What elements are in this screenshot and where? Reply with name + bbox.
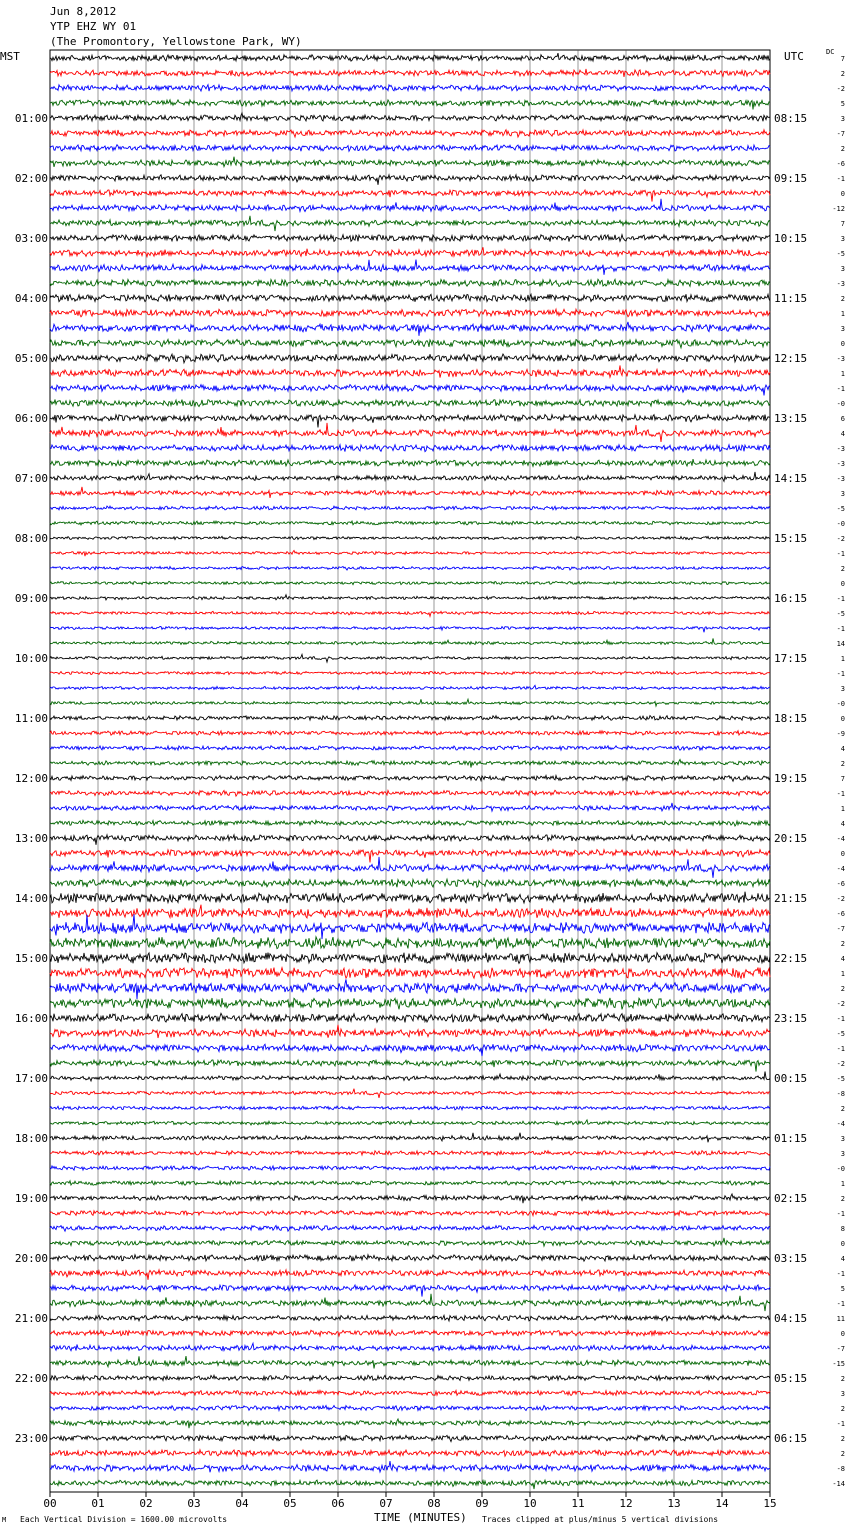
- seismic-trace: [50, 699, 770, 706]
- dc-offset-value: 2: [840, 1435, 845, 1443]
- dc-offset-value: -7: [836, 130, 845, 138]
- dc-offset-value: -7: [836, 1345, 845, 1353]
- dc-offset-value: -14: [832, 1480, 845, 1488]
- seismic-trace: [50, 1375, 770, 1380]
- x-tick-label: 08: [427, 1497, 441, 1510]
- x-tick-label: 15: [763, 1497, 777, 1510]
- left-hour-label: 01:00: [14, 112, 48, 125]
- dc-offset-value: -2: [836, 535, 845, 543]
- dc-offset-value: 2: [840, 295, 845, 303]
- seismic-trace: [50, 145, 770, 152]
- dc-offset-value: -1: [836, 1015, 845, 1023]
- right-hour-label: 06:15: [774, 1432, 808, 1445]
- dc-offset-value: -5: [836, 610, 845, 618]
- x-tick-label: 11: [571, 1497, 585, 1510]
- right-hour-label: 23:15: [774, 1012, 808, 1025]
- dc-offset-value: 2: [840, 565, 845, 573]
- seismic-trace: [50, 279, 770, 286]
- seismic-trace: [50, 1166, 770, 1170]
- seismic-trace: [50, 611, 770, 616]
- seismic-trace: [50, 1270, 770, 1280]
- seismic-trace: [50, 1072, 770, 1082]
- seismic-trace: [50, 685, 770, 689]
- dc-offset-value: -12: [832, 205, 845, 213]
- seismic-trace: [50, 294, 770, 302]
- left-hour-label: 06:00: [14, 412, 48, 425]
- dc-offset-value: 2: [840, 1195, 845, 1203]
- x-axis-title: TIME (MINUTES): [374, 1511, 467, 1524]
- left-hour-label: 03:00: [14, 232, 48, 245]
- seismic-trace: [50, 953, 770, 964]
- seismic-trace: [50, 365, 770, 377]
- left-hour-label: 19:00: [14, 1192, 48, 1205]
- station-location: (The Promontory, Yellowstone Park, WY): [50, 35, 302, 48]
- dc-offset-value: -1: [836, 385, 845, 393]
- dc-offset-value: 1: [840, 310, 845, 318]
- seismic-trace: [50, 1225, 770, 1231]
- seismic-trace: [50, 1151, 770, 1156]
- left-hour-label: 12:00: [14, 772, 48, 785]
- dc-offset-value: 1: [840, 970, 845, 978]
- seismic-trace: [50, 487, 770, 498]
- dc-offset-value: -1: [836, 595, 845, 603]
- record-date: Jun 8,2012: [50, 5, 117, 18]
- dc-offset-value: 4: [840, 430, 845, 438]
- right-hour-label: 21:15: [774, 892, 808, 905]
- dc-offset-value: 2: [840, 940, 845, 948]
- seismic-trace: [50, 968, 770, 979]
- right-hour-label: 01:15: [774, 1132, 808, 1145]
- dc-offset-value: -2: [836, 1000, 845, 1008]
- seismic-trace: [50, 423, 770, 442]
- seismic-trace: [50, 746, 770, 750]
- seismic-trace: [50, 998, 770, 1010]
- x-tick-label: 09: [475, 1497, 489, 1510]
- left-hour-label: 23:00: [14, 1432, 48, 1445]
- dc-offset-value: 7: [840, 55, 845, 63]
- dc-offset-value: 11: [836, 1315, 845, 1323]
- dc-offset-value: 2: [840, 1405, 845, 1413]
- left-hour-label: 02:00: [14, 172, 48, 185]
- seismic-trace: [50, 1044, 770, 1056]
- seismic-trace: [50, 914, 770, 939]
- dc-offset-value: -1: [836, 1210, 845, 1218]
- seismic-trace: [50, 1238, 770, 1246]
- seismic-trace: [50, 760, 770, 768]
- seismic-trace: [50, 415, 770, 428]
- dc-offset-value: -1: [836, 1300, 845, 1308]
- seismic-trace: [50, 1406, 770, 1411]
- right-hour-label: 11:15: [774, 292, 808, 305]
- vertical-scale-note: Each Vertical Division = 1600.00 microvolts: [20, 1515, 228, 1524]
- dc-offset-value: 3: [840, 1135, 845, 1143]
- right-hour-label: 18:15: [774, 712, 808, 725]
- clip-note: Traces clipped at plus/minus 5 vertical divisions: [482, 1515, 719, 1524]
- left-hour-label: 18:00: [14, 1132, 48, 1145]
- dc-offset-value: -5: [836, 505, 845, 513]
- dc-offset-value: -6: [836, 160, 845, 168]
- seismic-trace: [50, 1419, 770, 1428]
- seismic-trace: [50, 731, 770, 735]
- seismic-trace: [50, 790, 770, 796]
- dc-offset-value: 3: [840, 1150, 845, 1158]
- left-hour-label: 14:00: [14, 892, 48, 905]
- seismic-trace: [50, 979, 770, 999]
- right-hour-label: 13:15: [774, 412, 808, 425]
- right-hour-label: 00:15: [774, 1072, 808, 1085]
- seismic-trace: [50, 322, 770, 336]
- seismic-trace: [50, 69, 770, 77]
- dc-offset-value: 2: [840, 1375, 845, 1383]
- x-tick-label: 05: [283, 1497, 297, 1510]
- dc-offset-value: -8: [836, 1465, 845, 1473]
- dc-offset-value: 0: [840, 340, 845, 348]
- right-timezone-label: UTC: [784, 50, 804, 63]
- dc-offset-value: 14: [836, 640, 845, 648]
- seismic-trace: [50, 1343, 770, 1350]
- x-tick-label: 07: [379, 1497, 393, 1510]
- seismic-trace: [50, 1181, 770, 1185]
- corner-mark: M: [2, 1516, 7, 1524]
- dc-offset-value: -0: [836, 1165, 845, 1173]
- dc-offset-value: -2: [836, 85, 845, 93]
- seismic-trace: [50, 937, 770, 949]
- dc-offset-value: 3: [840, 115, 845, 123]
- dc-offset-value: -3: [836, 445, 845, 453]
- seismic-trace: [50, 1255, 770, 1261]
- seismic-trace: [50, 1315, 770, 1321]
- dc-offset-value: -6: [836, 880, 845, 888]
- x-tick-label: 10: [523, 1497, 537, 1510]
- dc-offset-value: 2: [840, 985, 845, 993]
- right-hour-label: 15:15: [774, 532, 808, 545]
- dc-offset-value: -2: [836, 1060, 845, 1068]
- seismic-trace: [50, 260, 770, 275]
- dc-offset-value: 7: [840, 775, 845, 783]
- seismic-trace: [50, 1211, 770, 1216]
- seismic-trace: [50, 190, 770, 202]
- right-hour-label: 20:15: [774, 832, 808, 845]
- seismic-trace: [50, 595, 770, 600]
- left-hour-label: 04:00: [14, 292, 48, 305]
- dc-offset-value: 4: [840, 820, 845, 828]
- right-hour-label: 03:15: [774, 1252, 808, 1265]
- seismic-trace: [50, 53, 770, 61]
- dc-offset-value: -4: [836, 865, 845, 873]
- x-tick-label: 03: [187, 1497, 201, 1510]
- dc-offset-value: -0: [836, 520, 845, 528]
- dc-offset-value: 0: [840, 715, 845, 723]
- dc-offset-value: 4: [840, 955, 845, 963]
- dc-offset-value: 1: [840, 370, 845, 378]
- seismic-trace: [50, 445, 770, 452]
- seismic-trace: [50, 905, 770, 918]
- seismic-trace: [50, 857, 770, 878]
- seismic-trace: [50, 1356, 770, 1368]
- left-hour-label: 08:00: [14, 532, 48, 545]
- seismic-trace: [50, 472, 770, 481]
- seismic-trace: [50, 459, 770, 466]
- x-tick-label: 14: [715, 1497, 729, 1510]
- seismic-trace: [50, 247, 770, 256]
- dc-offset-value: -1: [836, 1270, 845, 1278]
- seismic-trace: [50, 551, 770, 557]
- left-hour-label: 17:00: [14, 1072, 48, 1085]
- left-hour-label: 16:00: [14, 1012, 48, 1025]
- dc-offset-value: 7: [840, 220, 845, 228]
- dc-offset-value: 5: [840, 100, 845, 108]
- dc-offset-value: 0: [840, 190, 845, 198]
- seismic-trace: [50, 1461, 770, 1472]
- right-hour-label: 22:15: [774, 952, 808, 965]
- seismic-trace: [50, 216, 770, 231]
- dc-offset-value: 0: [840, 580, 845, 588]
- dc-offset-value: 0: [840, 1240, 845, 1248]
- seismic-trace: [50, 175, 770, 185]
- dc-offset-value: 1: [840, 1180, 845, 1188]
- dc-offset-value: -8: [836, 1090, 845, 1098]
- right-hour-label: 02:15: [774, 1192, 808, 1205]
- dc-offset-value: -5: [836, 1030, 845, 1038]
- x-tick-label: 06: [331, 1497, 345, 1510]
- dc-offset-value: -1: [836, 175, 845, 183]
- dc-offset-value: 2: [840, 760, 845, 768]
- dc-offset-value: 4: [840, 1255, 845, 1263]
- x-tick-label: 13: [667, 1497, 681, 1510]
- left-hour-label: 05:00: [14, 352, 48, 365]
- dc-offset-value: -7: [836, 925, 845, 933]
- seismic-trace: [50, 113, 770, 121]
- seismic-trace: [50, 1013, 770, 1022]
- right-hour-label: 05:15: [774, 1372, 808, 1385]
- dc-offset-value: 2: [840, 145, 845, 153]
- seismic-trace: [50, 1106, 770, 1110]
- seismic-trace: [50, 1133, 770, 1143]
- seismic-trace: [50, 85, 770, 91]
- dc-offset-value: -0: [836, 400, 845, 408]
- dc-offset-value: 3: [840, 265, 845, 273]
- dc-offset-value: 2: [840, 70, 845, 78]
- seismic-trace: [50, 235, 770, 242]
- seismic-trace: [50, 638, 770, 644]
- seismic-trace: [50, 384, 770, 395]
- dc-offset-value: -4: [836, 835, 845, 843]
- left-hour-label: 13:00: [14, 832, 48, 845]
- seismic-trace: [50, 1435, 770, 1442]
- dc-offset-value: -5: [836, 1075, 845, 1083]
- seismic-trace: [50, 627, 770, 633]
- dc-offset-value: 8: [840, 1225, 845, 1233]
- dc-offset-value: -3: [836, 460, 845, 468]
- seismic-trace: [50, 672, 770, 675]
- dc-offset-value: 3: [840, 235, 845, 243]
- left-hour-label: 07:00: [14, 472, 48, 485]
- seismic-trace: [50, 850, 770, 863]
- dc-offset-value: -5: [836, 250, 845, 258]
- seismic-trace: [50, 199, 770, 212]
- left-hour-label: 20:00: [14, 1252, 48, 1265]
- left-hour-label: 11:00: [14, 712, 48, 725]
- right-hour-label: 17:15: [774, 652, 808, 665]
- seismic-trace: [50, 654, 770, 662]
- right-hour-label: 10:15: [774, 232, 808, 245]
- dc-offset-value: -3: [836, 475, 845, 483]
- right-hour-label: 16:15: [774, 592, 808, 605]
- seismic-trace: [50, 1330, 770, 1336]
- left-hour-label: 10:00: [14, 652, 48, 665]
- seismic-trace: [50, 400, 770, 407]
- seismic-trace: [50, 506, 770, 510]
- seismic-trace: [50, 1285, 770, 1297]
- left-hour-label: 09:00: [14, 592, 48, 605]
- dc-offset-value: 3: [840, 685, 845, 693]
- plot-frame: [50, 50, 770, 1492]
- dc-offset-value: -0: [836, 700, 845, 708]
- seismic-trace: [50, 1450, 770, 1457]
- seismic-trace: [50, 892, 770, 904]
- seismic-trace: [50, 820, 770, 826]
- dc-offset-value: 0: [840, 1330, 845, 1338]
- right-hour-label: 14:15: [774, 472, 808, 485]
- seismic-trace: [50, 1390, 770, 1395]
- x-tick-label: 01: [91, 1497, 105, 1510]
- seismic-trace: [50, 354, 770, 363]
- seismic-trace: [50, 1294, 770, 1311]
- seismic-trace: [50, 566, 770, 570]
- seismic-trace: [50, 1480, 770, 1489]
- dc-offset-value: -1: [836, 625, 845, 633]
- dc-offset-value: -3: [836, 355, 845, 363]
- seismic-trace: [50, 339, 770, 348]
- dc-offset-value: 1: [840, 655, 845, 663]
- seismic-trace: [50, 130, 770, 137]
- dc-offset-value: -1: [836, 550, 845, 558]
- seismic-trace: [50, 1089, 770, 1098]
- dc-offset-header: DC: [826, 48, 835, 56]
- dc-offset-value: 5: [840, 1285, 845, 1293]
- seismic-trace: [50, 835, 770, 845]
- right-hour-label: 19:15: [774, 772, 808, 785]
- right-hour-label: 04:15: [774, 1312, 808, 1325]
- seismic-trace: [50, 1025, 770, 1038]
- x-tick-label: 02: [139, 1497, 153, 1510]
- dc-offset-value: -6: [836, 910, 845, 918]
- dc-offset-value: 6: [840, 415, 845, 423]
- dc-offset-value: -1: [836, 790, 845, 798]
- left-hour-label: 22:00: [14, 1372, 48, 1385]
- dc-offset-value: -1: [836, 670, 845, 678]
- seismic-trace: [50, 803, 770, 811]
- right-hour-label: 12:15: [774, 352, 808, 365]
- station-code: YTP EHZ WY 01: [50, 20, 137, 33]
- dc-offset-value: 0: [840, 850, 845, 858]
- seismic-trace: [50, 1194, 770, 1203]
- dc-offset-value: 2: [840, 1105, 845, 1113]
- dc-offset-value: -3: [836, 280, 845, 288]
- dc-offset-value: -1: [836, 1420, 845, 1428]
- seismic-trace: [50, 776, 770, 782]
- left-timezone-label: MST: [0, 50, 20, 63]
- dc-offset-value: 1: [840, 805, 845, 813]
- seismic-trace: [50, 100, 770, 110]
- seismic-trace: [50, 521, 770, 525]
- x-tick-label: 04: [235, 1497, 249, 1510]
- dc-offset-value: 3: [840, 490, 845, 498]
- seismic-trace: [50, 1060, 770, 1072]
- dc-offset-value: -4: [836, 1120, 845, 1128]
- left-hour-label: 15:00: [14, 952, 48, 965]
- seismic-trace: [50, 309, 770, 317]
- right-hour-label: 09:15: [774, 172, 808, 185]
- dc-offset-value: 3: [840, 1390, 845, 1398]
- right-hour-label: 08:15: [774, 112, 808, 125]
- x-tick-label: 00: [43, 1497, 57, 1510]
- seismic-trace: [50, 157, 770, 167]
- dc-offset-value: -2: [836, 895, 845, 903]
- dc-offset-value: 3: [840, 325, 845, 333]
- dc-offset-value: 2: [840, 1450, 845, 1458]
- dc-offset-value: -9: [836, 730, 845, 738]
- seismic-trace: [50, 879, 770, 887]
- seismic-trace: [50, 1120, 770, 1125]
- seismic-trace: [50, 716, 770, 721]
- seismic-trace: [50, 536, 770, 539]
- dc-offset-value: -15: [832, 1360, 845, 1368]
- seismic-trace: [50, 581, 770, 584]
- dc-offset-value: 4: [840, 745, 845, 753]
- x-tick-label: 12: [619, 1497, 633, 1510]
- dc-offset-value: -1: [836, 1045, 845, 1053]
- left-hour-label: 21:00: [14, 1312, 48, 1325]
